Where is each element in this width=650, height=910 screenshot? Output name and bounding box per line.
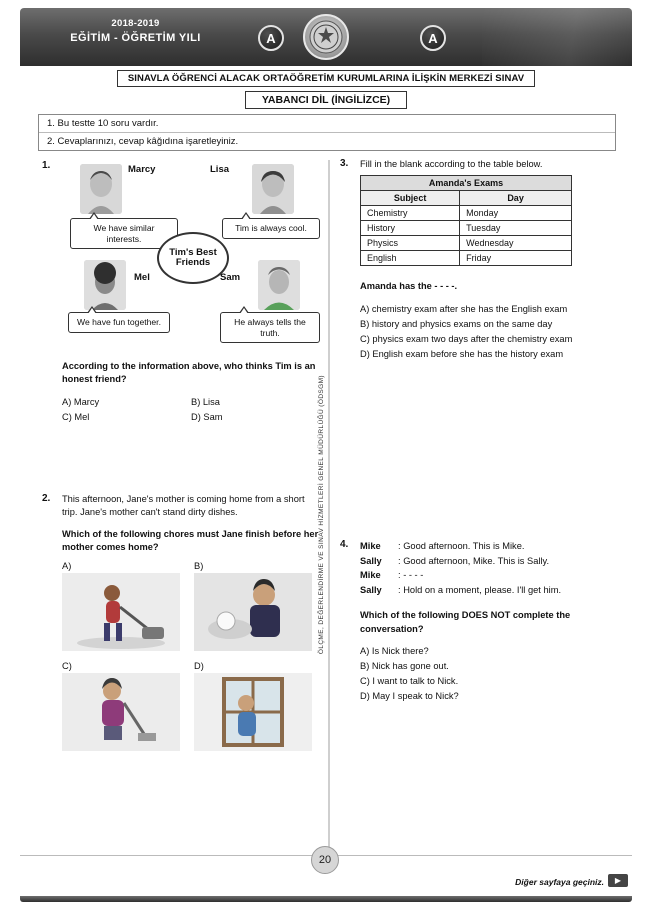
exam-scope-title: SINAVLA ÖĞRENCİ ALACAK ORTAÖĞRETİM KURUMLARINA İLİŞKİN MERKEZİ SINAV — [117, 70, 535, 87]
character-name-mel: Mel — [134, 272, 150, 283]
table-row — [361, 236, 572, 251]
ministry-emblem-icon — [303, 14, 349, 60]
question-4-number: 4. — [340, 539, 349, 551]
question-4-option-b[interactable]: B) Nick has gone out. — [360, 660, 449, 671]
question-4-option-d[interactable]: D) May I speak to Nick? — [360, 690, 459, 701]
question-4-option-c[interactable]: C) I want to talk to Nick. — [360, 675, 459, 686]
footer-bar — [20, 896, 632, 902]
question-4-dialogue — [360, 539, 620, 597]
question-2-option-a-label: A) — [62, 560, 72, 571]
question-2-option-a[interactable] — [62, 561, 188, 651]
question-2-option-d-label: D) — [194, 660, 204, 671]
instruction-line-1: 1. Bu testte 10 soru vardır. — [47, 118, 159, 129]
question-4-stem: Which of the following DOES NOT complete the conversation? — [360, 610, 571, 634]
question-4 — [340, 539, 620, 703]
table-header-subject: Subject — [361, 191, 460, 206]
table-header-day: Day — [460, 191, 572, 206]
exam-title-block — [20, 70, 632, 109]
table-title: Amanda's Exams — [361, 176, 572, 191]
dialogue-line — [360, 539, 620, 553]
question-1-stem: According to the information above, who thinks Tim is an honest friend? — [62, 361, 316, 385]
column-divider — [328, 160, 330, 860]
exam-subject-title: YABANCI DİL (İNGİLİZCE) — [245, 91, 407, 109]
question-2-options — [62, 561, 320, 751]
cell-subject: Physics — [361, 236, 460, 251]
speaker-name: Sally — [360, 555, 382, 566]
cell-subject: Chemistry — [361, 206, 460, 221]
question-3-option-c[interactable]: C) physics exam two days after the chemistry exam — [360, 333, 573, 344]
question-1-options — [62, 395, 320, 425]
header-title: EĞİTİM - ÖĞRETİM YILI — [70, 31, 201, 44]
question-2-option-b-label: B) — [194, 560, 204, 571]
dialogue-separator: : — [398, 541, 401, 552]
table-row — [361, 206, 572, 221]
instruction-line-2: 2. Cevaplarınızı, cevap kâğıdına işaretleyiniz. — [39, 132, 615, 150]
right-column — [340, 158, 620, 710]
question-3 — [340, 158, 620, 361]
sam-photo — [258, 260, 300, 310]
question-4-options — [360, 644, 620, 704]
question-3-instruction: Fill in the blank according to the table below. — [360, 159, 543, 169]
dialogue-line — [360, 583, 620, 597]
character-name-sam: Sam — [220, 272, 241, 283]
question-2-context: This afternoon, Jane's mother is coming home from a short trip. Jane's mother can't stand dirty dishes. — [62, 493, 305, 518]
marcy-speech-bubble: We have similar interests. — [70, 218, 178, 249]
table-row — [361, 221, 572, 236]
question-1-number: 1. — [42, 160, 51, 171]
header-left-text — [48, 18, 223, 46]
question-3-option-a[interactable]: A) chemistry exam after she has the English exam — [360, 303, 568, 314]
question-2-option-c-label: C) — [62, 660, 72, 671]
question-2-option-b[interactable] — [194, 561, 320, 651]
vacuuming-picture — [62, 573, 180, 651]
cell-subject: History — [361, 221, 460, 236]
dialogue-separator: : — [398, 570, 401, 581]
question-3-options — [360, 302, 620, 362]
sam-speech-bubble: He always tells the truth. — [220, 312, 320, 343]
dialogue-text: Good afternoon, Mike. This is Sally. — [403, 555, 550, 566]
question-3-option-d[interactable]: D) English exam before she has the history exam — [360, 348, 564, 359]
question-1-option-c[interactable]: C) Mel — [62, 411, 90, 422]
dialogue-line — [360, 554, 620, 568]
header-highlight — [482, 8, 632, 66]
question-1-option-d[interactable]: D) Sam — [191, 411, 223, 422]
cleaning-window-picture — [194, 673, 312, 751]
dialogue-line — [360, 568, 620, 582]
dialogue-text: - - - - — [403, 570, 424, 581]
character-name-lisa: Lisa — [210, 164, 230, 175]
header-year: 2018-2019 — [111, 18, 160, 29]
question-2-option-d[interactable] — [194, 661, 320, 751]
dialogue-text: Hold on a moment, please. I'll get him. — [403, 584, 562, 595]
question-3-option-b[interactable]: B) history and physics exams on the same day — [360, 318, 553, 329]
question-1-option-a[interactable]: A) Marcy — [62, 396, 100, 407]
dialogue-separator: : — [398, 584, 401, 595]
question-2-number: 2. — [42, 492, 51, 504]
page-number: 20 — [311, 846, 339, 874]
booklet-badge-left: A — [258, 25, 284, 51]
dialogue-separator: : — [398, 555, 401, 566]
question-3-stem: Amanda has the - - - -. — [360, 281, 458, 292]
speaker-name: Mike — [360, 570, 381, 581]
mel-photo — [84, 260, 126, 310]
cell-day: Wednesday — [460, 236, 572, 251]
instructions-box — [38, 114, 616, 151]
marcy-photo — [80, 164, 122, 214]
mopping-picture — [62, 673, 180, 751]
booklet-badge-right: A — [420, 25, 446, 51]
speaker-name: Sally — [360, 584, 382, 595]
question-3-number: 3. — [340, 158, 349, 169]
cloud-label: Tim's Best Friends — [157, 232, 229, 284]
question-1 — [42, 160, 320, 425]
lisa-photo — [252, 164, 294, 214]
department-vertical-note: ÖLÇME, DEĞERLENDİRME VE SINAV HİZMETLERİ GENEL MÜDÜRLÜĞÜ (ÖDSGM) — [318, 375, 325, 655]
lisa-speech-bubble: Tim is always cool. — [222, 218, 320, 239]
washing-dishes-picture — [194, 573, 312, 651]
left-column — [42, 158, 320, 757]
question-2 — [42, 493, 320, 751]
question-2-option-c[interactable] — [62, 661, 188, 751]
speaker-name: Mike — [360, 541, 381, 552]
question-4-option-a[interactable]: A) Is Nick there? — [360, 646, 429, 656]
cell-day: Monday — [460, 206, 572, 221]
table-row — [361, 251, 572, 266]
dialogue-text: Good afternoon. This is Mike. — [403, 541, 525, 552]
cell-day: Friday — [460, 251, 572, 266]
cell-day: Tuesday — [460, 221, 572, 236]
character-name-marcy: Marcy — [128, 164, 156, 175]
amandas-exams-table — [360, 175, 572, 266]
mel-speech-bubble: We have fun together. — [68, 312, 170, 333]
cell-subject: English — [361, 251, 460, 266]
question-2-stem: Which of the following chores must Jane finish before her mother comes home? — [62, 528, 319, 553]
page-header — [20, 8, 632, 66]
next-page-note: Diğer sayfaya geçiniz. — [515, 877, 604, 887]
arrow-right-icon: ▶ — [608, 874, 628, 887]
question-1-option-b[interactable]: B) Lisa — [191, 396, 220, 407]
question-1-illustration — [62, 160, 320, 360]
